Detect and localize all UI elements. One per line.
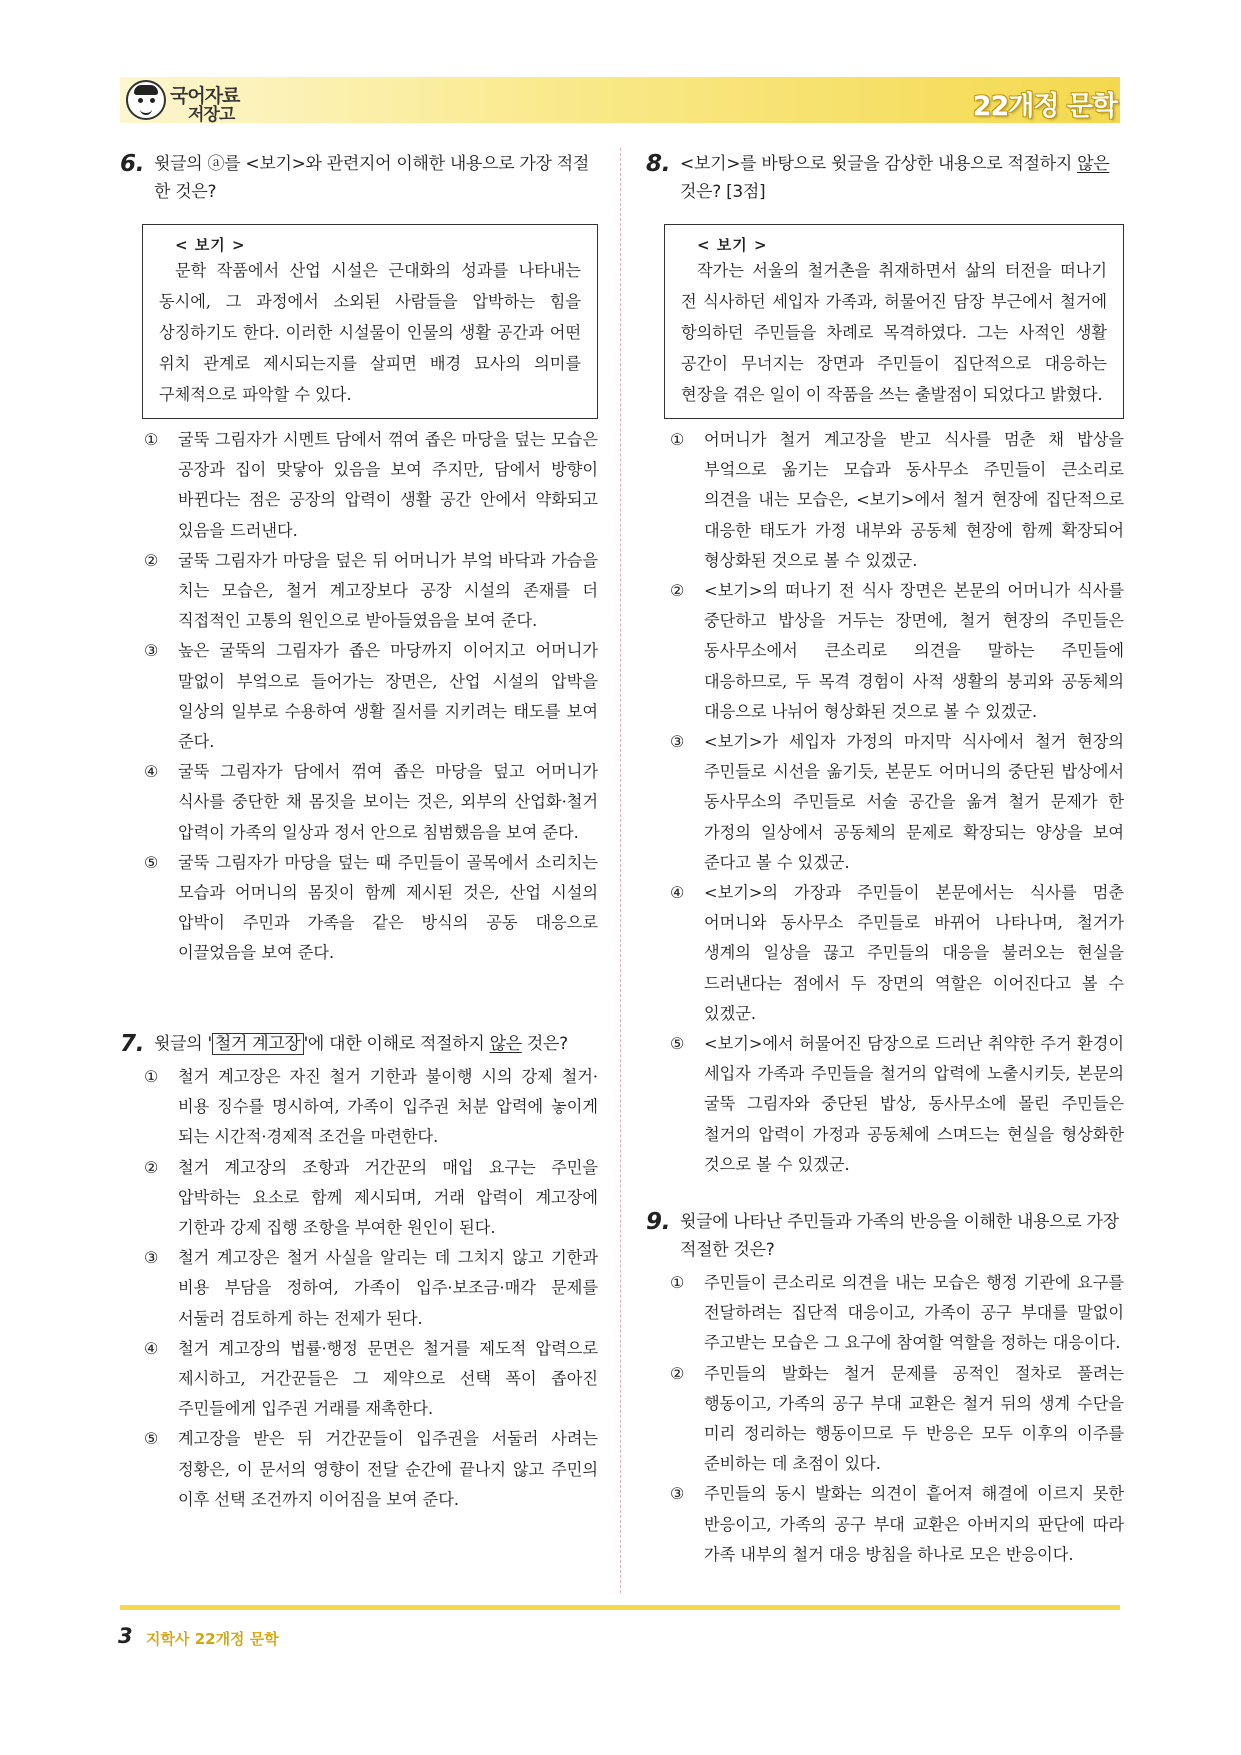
choice-mark: ③ [144,1248,159,1268]
choice-item[interactable] [646,727,1124,878]
choice-text: 주민들의 발화는 철거 문제를 공적인 절차로 풀려는 행동이고, 가족의 공구 부대 교환은 철거 뒤의 생계 수단을 미리 정리하는 행동이므로 두 반응은 모두 이후의 이주를 준비하는 데 초점이 있다. [704,1363,1124,1474]
question-text: 윗글에 나타난 주민들과 가족의 반응을 이해한 내용으로 가장 적절한 것은? [680,1212,1119,1260]
underlined-word: 않은 [1077,154,1110,174]
choice-item[interactable] [646,878,1124,1029]
question-9 [646,1208,1124,1570]
question-8 [646,150,1124,1180]
choice-text: 굴뚝 그림자가 마당을 덮는 때 주민들이 골목에서 소리치는 모습과 어머니의 몸짓이 함께 제시된 것은, 산업 시설의 압박이 주민과 가족을 같은 방식의 공동 대응으로 이끌었음을 보여 준다. [178,852,598,963]
choice-mark: ② [670,1363,685,1383]
choice-text: <보기>에서 허물어진 담장으로 드러난 취약한 주거 환경이 세입자 가족과 주민들을 철거의 압력에 노출시키듯, 본문의 굴뚝 그림자와 중단된 밥상, 동사무소에 몰린 주민들은 철거의 압력이 가정과 공동체에 스며드는 현실을 형상화한 것으로 볼 수 있겠군. [704,1034,1124,1174]
question-9-title [646,1208,1124,1264]
choice-item[interactable] [120,1062,598,1153]
choice-mark: ② [670,581,685,601]
footer-title: 지학사 22개정 문학 [146,1630,279,1648]
right-column-lower [646,1208,1124,1570]
bogi-label: < 보기 > [175,236,246,254]
choice-mark: ③ [144,641,159,661]
choice-item[interactable] [120,425,598,546]
choice-text: 철거 계고장은 자진 철거 기한과 불이행 시의 강제 철거·비용 징수를 명시하여, 가족이 입주권 처분 압력에 놓이게 되는 시간적·경제적 조건을 마련한다. [178,1067,598,1147]
choice-text: <보기>가 세입자 가정의 마지막 식사에서 철거 현장의 주민들로 시선을 옮기듯, 본문도 어머니의 중단된 밥상에서 동사무소의 주민들로 서술 공간을 옮겨 철거 문제가 한 가정의 일상에서 공동체의 문제로 확장되는 양상을 보여 준다고 볼 수 있겠군. [704,732,1124,872]
choice-item[interactable] [120,1424,598,1515]
choice-item[interactable] [120,1243,598,1334]
logo-text-line1: 국어자료 [170,85,240,107]
choice-item[interactable] [120,1334,598,1425]
brand-logo [126,80,276,125]
choice-list [120,425,598,969]
bogi-label: < 보기 > [697,236,768,254]
left-column [120,150,598,969]
question-text: 윗글의 ⓐ를 <보기>와 관련지어 이해한 내용으로 가장 적절한 것은? [154,154,589,202]
bogi-box [142,224,598,419]
footer-rule [120,1605,1120,1610]
column-divider [620,148,621,1593]
underlined-word: 않은 [489,1034,522,1054]
choice-mark: ① [670,430,685,449]
choice-text: 굴뚝 그림자가 시멘트 담에서 꺾여 좁은 마당을 덮는 모습은 공장과 집이 맞닿아 있음을 보여 주지만, 담에서 방향이 바뀐다는 점은 공장의 압력이 생활 공간 안에서 약화되고 있음을 드러낸다. [178,430,598,540]
choice-item[interactable] [646,425,1124,576]
choice-mark: ④ [144,1338,159,1358]
question-number: 7. [120,1031,145,1057]
choice-mark: ④ [144,762,159,782]
question-7-title [120,1030,598,1058]
bogi-text: 작가는 서울의 철거촌을 취재하면서 삶의 터전을 떠나기 전 식사하던 세입자 가족과, 허물어진 담장 부근에서 철거에 항의하던 주민들을 차례로 목격하였다. 그는 사적인 생활 공간이 무너지는 장면과 주민들이 집단적으로 대응하는 현장을 겪은 일이 이 작품을 쓰는 출발점이 되었다고 밝혔다. [681,261,1107,404]
question-number: 8. [646,151,671,177]
choice-mark: ② [144,550,159,570]
choice-item[interactable] [646,1029,1124,1180]
choice-mark: ④ [670,883,685,903]
logo-text-line2: 저장고 [188,105,235,125]
choice-text: 굴뚝 그림자가 담에서 꺾여 좁은 마당을 덮고 어머니가 식사를 중단한 채 몸짓을 보이는 것은, 외부의 산업화·철거 압력이 가족의 일상과 정서 안으로 침범했음을 보여 준다. [178,762,598,842]
left-column-lower [120,1030,598,1515]
choice-item[interactable] [120,757,598,848]
choice-text: 굴뚝 그림자가 마당을 덮은 뒤 어머니가 부엌 바닥과 가슴을 치는 모습은, 철거 계고장보다 공장 시설의 존재를 더 직접적인 고통의 원인으로 받아들였음을 보여 준다. [178,550,598,631]
choice-mark: ⑤ [144,852,159,872]
boxed-term: 철거 계고장 [212,1033,304,1055]
choice-text: <보기>의 떠나기 전 식사 장면은 본문의 어머니가 식사를 중단하고 밥상을 거두는 장면에, 철거 현장의 주민들은 동사무소에서 큰소리로 의견을 말하는 주민들에 대응하므로, 두 목격 경험이 사적 생활의 붕괴와 공동체의 대응으로 나뉘어 형상화된 것으로 볼 수 있겠군. [704,581,1124,721]
choice-item[interactable] [646,1268,1124,1359]
choice-list [646,1268,1124,1570]
choice-item[interactable] [646,1359,1124,1480]
page-number: 3 [118,1624,133,1648]
choice-mark: ③ [670,1484,685,1504]
question-number: 9. [646,1209,671,1235]
choice-mark: ① [144,430,159,449]
choice-item[interactable] [120,636,598,757]
choice-item[interactable] [120,546,598,637]
choice-text: 철거 계고장은 철거 사실을 알리는 데 그치지 않고 기한과 비용 부담을 정하여, 가족이 입주·보조금·매각 문제를 서둘러 검토하게 하는 전제가 된다. [178,1248,598,1328]
choice-text: 철거 계고장의 법률·행정 문면은 철거를 제도적 압력으로 제시하고, 거간꾼들은 그 제약으로 선택 폭이 좁아진 주민들에게 입주권 거래를 재촉한다. [178,1338,598,1419]
choice-mark: ⑤ [144,1429,159,1449]
choice-text: 어머니가 철거 계고장을 받고 식사를 멈춘 채 밥상을 부엌으로 옮기는 모습과 동사무소 주민들이 큰소리로 의견을 내는 모습은, <보기>에서 철거 현장에 집단적으로 대응한 태도가 가정 내부와 공동체 현장에 함께 확장되어 형상화된 것으로 볼 수 있겠군. [704,430,1124,570]
choice-mark: ② [144,1157,159,1177]
choice-mark: ③ [670,732,685,752]
page-header-title: 22개정 문학 [972,91,1117,122]
choice-item[interactable] [120,1153,598,1244]
choice-text: 높은 굴뚝의 그림자가 좁은 마당까지 이어지고 어머니가 말없이 부엌으로 들어가는 장면은, 산업 시설의 압박을 일상의 일부로 수용하여 생활 질서를 지키려는 태도를 보여 준다. [178,641,598,752]
choice-text: 주민들의 동시 발화는 의견이 흩어져 해결에 이르지 못한 반응이고, 가족의 공구 부대 교환은 아버지의 판단에 따라 가족 내부의 철거 대응 방침을 하나로 모은 반응이다. [704,1484,1124,1564]
bogi-box [664,224,1124,419]
choice-text: 계고장을 받은 뒤 거간꾼들이 입주권을 서둘러 사려는 정황은, 이 문서의 영향이 전달 순간에 끝나지 않고 주민의 이후 선택 조건까지 이어짐을 보여 준다. [178,1429,598,1509]
question-number: 6. [120,151,145,177]
choice-item[interactable] [646,1479,1124,1570]
question-6 [120,150,598,969]
right-column [646,150,1124,1180]
question-text: 윗글의 ' 철거 계고장 '에 대한 이해로 적절하지 않은 것은? [154,1034,568,1054]
choice-mark: ① [144,1067,159,1086]
choice-item[interactable] [120,848,598,969]
question-text: <보기>를 바탕으로 윗글을 감상한 내용으로 적절하지 않은 것은? [3점] [680,154,1110,202]
choice-item[interactable] [646,576,1124,727]
question-7 [120,1030,598,1515]
choice-text: 주민들이 큰소리로 의견을 내는 모습은 행정 기관에 요구를 전달하려는 집단적 대응이고, 가족이 공구 부대를 말없이 주고받는 모습은 그 요구에 참여할 역할을 정하는 대응이다. [704,1273,1124,1353]
choice-text: <보기>의 가장과 주민들이 본문에서는 식사를 멈춘 어머니와 동사무소 주민들로 바뀌어 나타나며, 철거가 생계의 일상을 끊고 주민들의 대응을 불러오는 현실을 드러낸다는 점에서 두 장면의 역할은 이어진다고 볼 수 있겠군. [704,883,1124,1023]
bogi-text: 문학 작품에서 산업 시설은 근대화의 성과를 나타내는 동시에, 그 과정에서 소외된 사람들을 압박하는 힘을 상징하기도 한다. 이러한 시설물이 인물의 생활 공간과 어떤 위치 관계로 제시되는지를 살피면 배경 묘사의 의미를 구체적으로 파악할 수 있다. [159,261,581,404]
mascot-icon [126,80,166,120]
choice-mark: ① [670,1273,685,1292]
question-8-title [646,150,1124,206]
choice-list [646,425,1124,1180]
question-6-title [120,150,598,206]
choice-mark: ⑤ [670,1034,685,1054]
choice-text: 철거 계고장의 조항과 거간꾼의 매입 요구는 주민을 압박하는 요소로 함께 제시되며, 거래 압력이 계고장에 기한과 강제 집행 조항을 부여한 원인이 된다. [178,1157,598,1238]
choice-list [120,1062,598,1515]
